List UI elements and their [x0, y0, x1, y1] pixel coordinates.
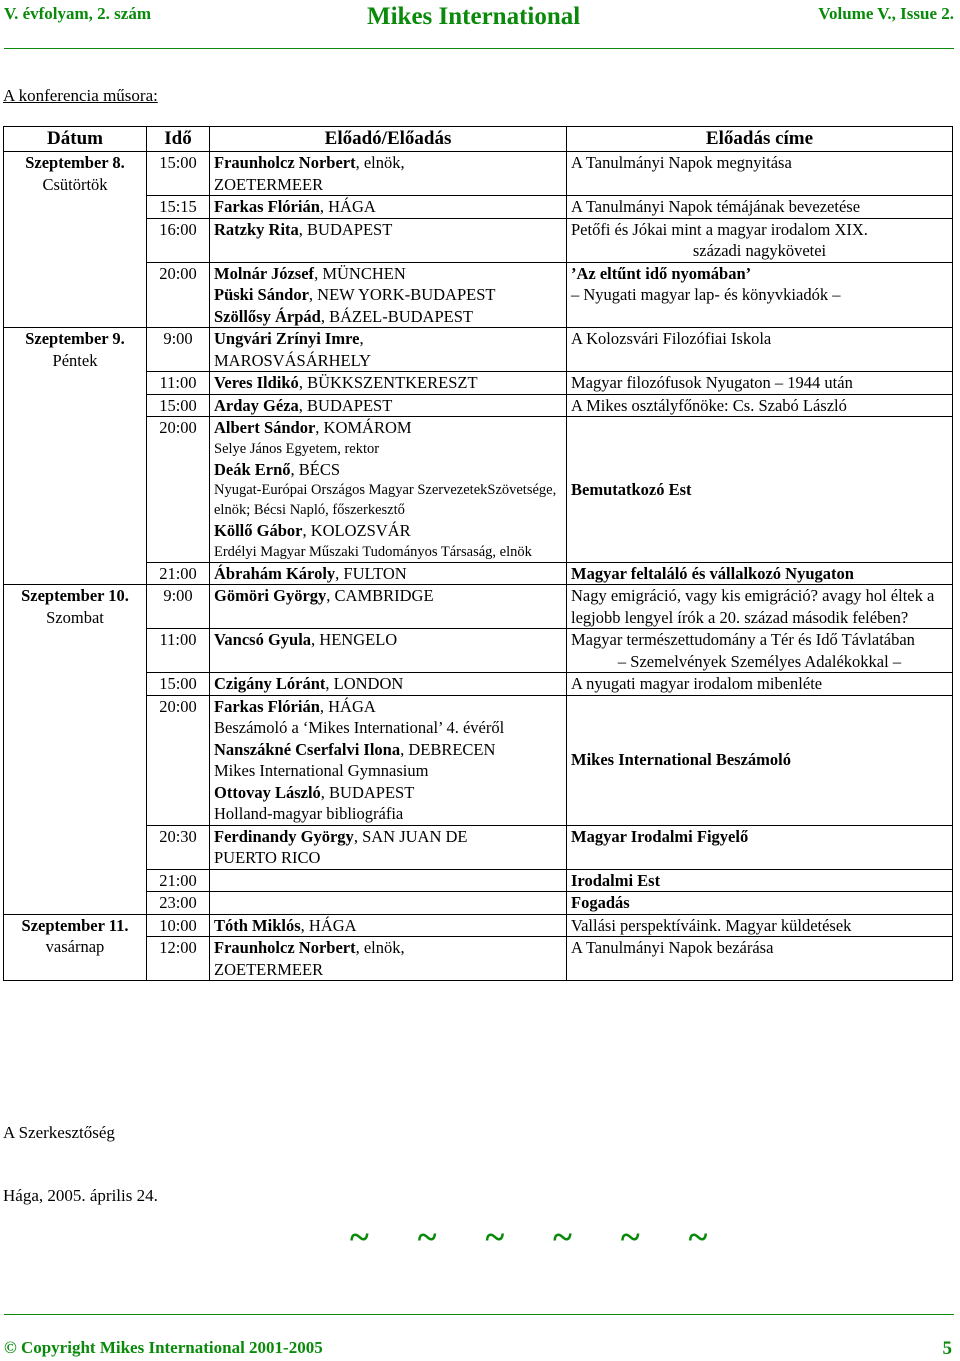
time-cell: 20:00	[147, 262, 210, 328]
title-cell: A nyugati magyar irodalom mibenléte	[567, 673, 953, 696]
presenter-name: Szöllősy Árpád	[214, 306, 321, 326]
title-cell: Vallási perspektíváink. Magyar küldetések	[567, 914, 953, 937]
presenter-name: Albert Sándor	[214, 418, 316, 437]
presenter-place-2: MAROSVÁSÁRHELY	[214, 350, 371, 370]
title-line: ’Az eltűnt idő nyomában’	[571, 263, 752, 283]
title-cell: A Tanulmányi Napok bezárása	[567, 937, 953, 981]
title-cell: A Tanulmányi Napok témájának bevezetése	[567, 196, 953, 219]
col-header-time: Idő	[147, 127, 210, 152]
title-cell: Irodalmi Est	[567, 869, 953, 892]
presenter-role: Mikes International Gymnasium	[214, 761, 429, 780]
title-line-2: – Nyugati magyar lap- és könyvkiadók –	[571, 285, 841, 304]
footer-rule	[4, 1314, 954, 1315]
time-cell: 15:00	[147, 394, 210, 417]
title-cell: Magyar filozófusok Nyugaton – 1944 után	[567, 372, 953, 395]
presenter-place: , CAMBRIDGE	[326, 586, 434, 605]
presenter-role: Erdélyi Magyar Műszaki Tudományos Társaság, elnök	[214, 543, 532, 560]
table-row	[4, 695, 953, 825]
presenter-place: , HÁGA	[300, 915, 357, 935]
presenter-cell	[210, 892, 567, 915]
time-cell: 16:00	[147, 218, 210, 262]
title-line: Petőfi és Jókai mint a magyar irodalom XIX.	[571, 219, 868, 239]
presenter-cell	[210, 673, 567, 696]
program-table	[3, 126, 953, 981]
presenter-cell	[210, 262, 567, 328]
presenter-name: Arday Géza	[214, 395, 299, 415]
title-cell: A Mikes osztályfőnöke: Cs. Szabó László	[567, 394, 953, 417]
presenter-cell	[210, 218, 567, 262]
title-line-2: századi nagykövetei	[692, 241, 827, 260]
presenter-place: , HÁGA	[319, 696, 376, 716]
day-weekday: Péntek	[52, 350, 98, 370]
presenter-place: , LONDON	[325, 674, 404, 693]
presenter-place-2: ZOETERMEER	[214, 174, 324, 194]
presenter-name: Nanszákné Cserfalvi Ilona	[214, 739, 401, 759]
title-cell: Mikes International Beszámoló	[567, 695, 953, 825]
title-cell: Magyar feltaláló és vállalkozó Nyugaton	[567, 562, 953, 585]
header-issue-en: Volume V., Issue 2.	[818, 4, 954, 23]
time-cell: 9:00	[147, 585, 210, 629]
presenter-cell	[210, 869, 567, 892]
presenter-place: , elnök,	[355, 938, 405, 957]
presenter-cell	[210, 196, 567, 219]
table-row	[4, 372, 953, 395]
presenter-name: Köllő Gábor	[214, 521, 303, 540]
program-heading: A konferencia műsora:	[3, 86, 158, 105]
presenter-place-2: ZOETERMEER	[214, 959, 324, 979]
presenter-name: Fraunholcz Norbert	[214, 153, 356, 172]
table-row	[4, 196, 953, 219]
day-date: Szeptember 8.	[25, 153, 125, 172]
presenter-place: , BÜKKSZENTKERESZT	[298, 373, 478, 392]
day-cell	[4, 328, 147, 585]
presenter-place: , DEBRECEN	[400, 739, 496, 759]
day-cell	[4, 152, 147, 328]
title-cell: A Tanulmányi Napok megnyitása	[567, 152, 953, 196]
time-cell: 12:00	[147, 937, 210, 981]
presenter-place: , BUDAPEST	[298, 395, 393, 415]
presenter-name: Molnár József	[214, 263, 315, 283]
header-rule	[4, 48, 954, 49]
presenter-name: Farkas Flórián	[214, 696, 320, 716]
title-cell: Bemutatkozó Est	[567, 417, 953, 563]
title-cell	[567, 629, 953, 673]
page-number: 5	[942, 1338, 952, 1359]
table-row	[4, 262, 953, 328]
table-row	[4, 152, 953, 196]
presenter-cell	[210, 417, 567, 563]
table-row	[4, 585, 953, 629]
day-date: Szeptember 9.	[25, 329, 125, 348]
time-cell: 23:00	[147, 892, 210, 915]
table-row	[4, 562, 953, 585]
presenter-name: Deák Ernő	[214, 459, 291, 479]
time-cell: 15:00	[147, 152, 210, 196]
table-row	[4, 673, 953, 696]
presenter-place: , FULTON	[335, 563, 407, 583]
header-issue-hu: V. évfolyam, 2. szám	[4, 4, 151, 23]
title-cell: Magyar Irodalmi Figyelő	[567, 825, 953, 869]
day-cell	[4, 585, 147, 915]
presenter-role: Nyugat-Európai Országos Magyar SzervezetekSzövetsége, elnök; Bécsi Napló, főszerkesztő	[214, 482, 557, 518]
time-cell: 21:00	[147, 869, 210, 892]
presenter-place: , SAN JUAN DE	[353, 826, 468, 846]
presenter-cell	[210, 152, 567, 196]
presenter-name: Gömöri György	[214, 586, 327, 605]
table-row	[4, 218, 953, 262]
presenter-name: Veres Ildikó	[214, 373, 299, 392]
table-row	[4, 328, 953, 372]
presenter-role: Selye János Egyetem, rektor	[214, 440, 380, 457]
presenter-cell	[210, 585, 567, 629]
presenter-role: Beszámoló a ‘Mikes International’ 4. évéről	[214, 718, 505, 737]
presenter-name: Czigány Lóránt	[214, 674, 326, 693]
presenter-cell	[210, 695, 567, 825]
title-line-2: – Szemelvények Személyes Adalékokkal –	[617, 651, 902, 671]
presenter-cell	[210, 372, 567, 395]
presenter-place: , BÁZEL-BUDAPEST	[320, 306, 473, 326]
presenter-name: Püski Sándor	[214, 285, 309, 304]
ornament-divider: ~ ~ ~ ~ ~ ~	[350, 1217, 728, 1257]
title-cell: Fogadás	[567, 892, 953, 915]
presenter-place: , HÁGA	[319, 197, 376, 216]
table-row	[4, 394, 953, 417]
presenter-cell	[210, 629, 567, 673]
time-cell: 20:30	[147, 825, 210, 869]
presenter-place: , KOLOZSVÁR	[302, 521, 411, 540]
presenter-place: , BUDAPEST	[320, 782, 415, 802]
presenter-name: Ungvári Zrínyi Imre	[214, 329, 360, 348]
day-weekday: Csütörtök	[42, 174, 108, 194]
presenter-cell	[210, 562, 567, 585]
title-cell: Nagy emigráció, vagy kis emigráció? avagy hol éltek a legjobb lengyel írók a 20. század második felében?	[567, 585, 953, 629]
table-row	[4, 825, 953, 869]
presenter-cell	[210, 394, 567, 417]
presenter-place: , HENGELO	[311, 630, 398, 649]
presenter-place: , BÉCS	[290, 459, 341, 479]
presenter-name: Ottovay László	[214, 782, 321, 802]
time-cell: 11:00	[147, 372, 210, 395]
time-cell: 15:00	[147, 673, 210, 696]
time-cell: 21:00	[147, 562, 210, 585]
presenter-cell	[210, 328, 567, 372]
copyright-notice: © Copyright Mikes International 2001-2005	[4, 1338, 323, 1357]
presenter-name: Farkas Flórián	[214, 197, 320, 216]
presenter-cell	[210, 937, 567, 981]
day-weekday: vasárnap	[45, 937, 105, 956]
table-row	[4, 914, 953, 937]
time-cell: 20:00	[147, 417, 210, 563]
presenter-name: Fraunholcz Norbert	[214, 938, 356, 957]
table-row	[4, 892, 953, 915]
time-cell: 9:00	[147, 328, 210, 372]
presenter-place-2: PUERTO RICO	[214, 848, 321, 867]
table-row	[4, 937, 953, 981]
table-row	[4, 869, 953, 892]
presenter-name: Ferdinandy György	[214, 826, 354, 846]
time-cell: 15:15	[147, 196, 210, 219]
title-line: Magyar természettudomány a Tér és Idő Távlatában	[571, 630, 915, 649]
editor-signature: A Szerkesztőség	[3, 1123, 115, 1142]
presenter-place: , MÜNCHEN	[314, 263, 406, 283]
title-cell	[567, 218, 953, 262]
presenter-place: , BUDAPEST	[298, 219, 393, 239]
presenter-place: ,	[359, 329, 364, 348]
day-weekday: Szombat	[46, 607, 104, 627]
col-header-title: Előadás címe	[567, 127, 953, 152]
presenter-name: Vancsó Gyula	[214, 630, 312, 649]
title-cell	[567, 262, 953, 328]
time-cell: 20:00	[147, 695, 210, 825]
header-title: Mikes International	[367, 3, 581, 30]
time-cell: 11:00	[147, 629, 210, 673]
col-header-date: Dátum	[4, 127, 147, 152]
presenter-cell	[210, 914, 567, 937]
title-cell: A Kolozsvári Filozófiai Iskola	[567, 328, 953, 372]
day-cell	[4, 914, 147, 981]
presenter-name: Tóth Miklós	[214, 915, 301, 935]
day-date: Szeptember 11.	[21, 915, 129, 935]
col-header-presenter: Előadó/Előadás	[210, 127, 567, 152]
day-date: Szeptember 10.	[21, 586, 129, 605]
time-cell: 10:00	[147, 914, 210, 937]
presenter-role: Holland-magyar bibliográfia	[214, 804, 404, 823]
presenter-name: Ábrahám Károly	[214, 563, 336, 583]
presenter-name: Ratzky Rita	[214, 219, 299, 239]
table-header-row	[4, 127, 953, 152]
presenter-place: , elnök,	[355, 153, 405, 172]
place-date: Hága, 2005. április 24.	[3, 1186, 158, 1205]
presenter-place: , NEW YORK-BUDAPEST	[308, 285, 496, 304]
presenter-cell	[210, 825, 567, 869]
presenter-place: , KOMÁROM	[315, 418, 412, 437]
table-row	[4, 417, 953, 563]
table-row	[4, 629, 953, 673]
